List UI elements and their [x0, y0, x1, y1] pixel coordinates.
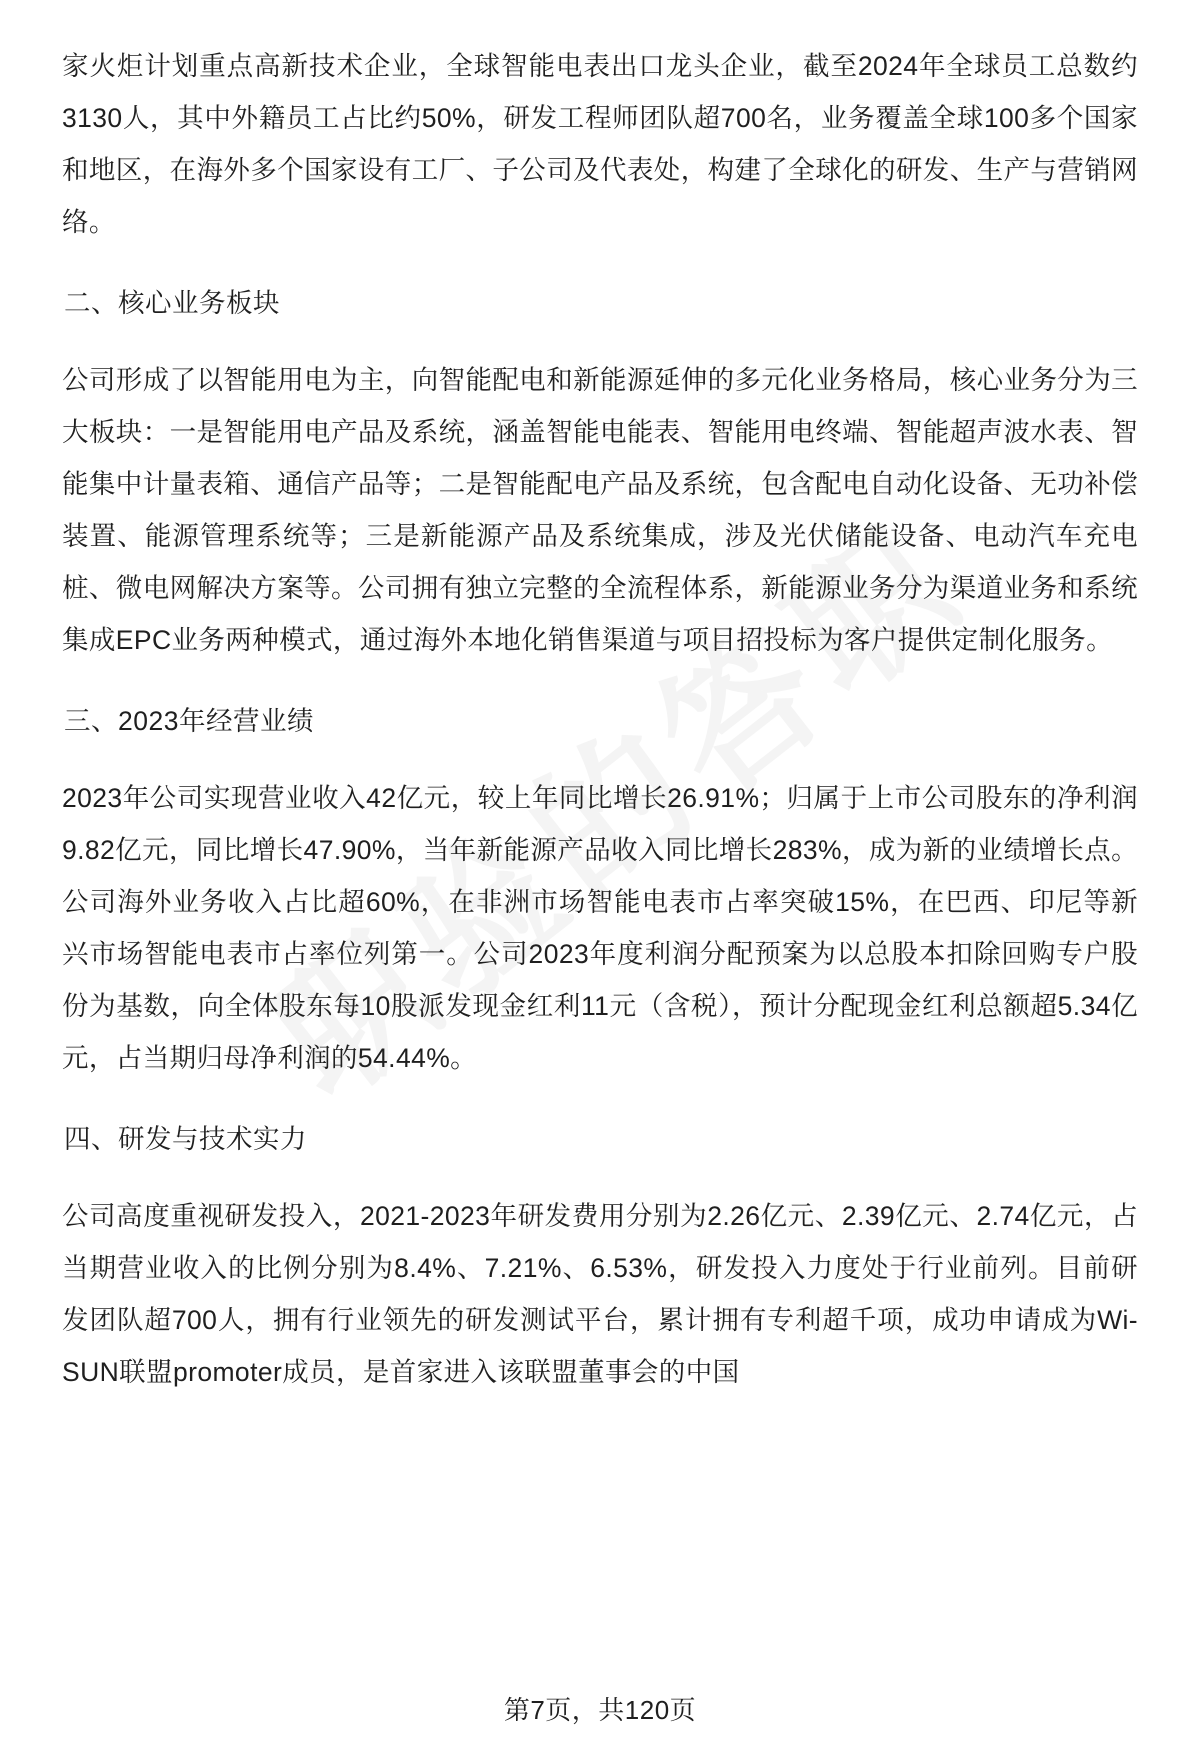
- page-footer: 第7页，共120页: [503, 1695, 697, 1725]
- paragraph-intro-continued: 家火炬计划重点高新技术企业，全球智能电表出口龙头企业，截至2024年全球员工总数约3130人，其中外籍员工占比约50%，研发工程师团队超700名，业务覆盖全球100多个国家和地区，在海外多个国家设有工厂、子公司及代表处，构建了全球化的研发、生产与营销网络。: [62, 51, 1138, 237]
- paragraph-section-two: 公司形成了以智能用电为主，向智能配电和新能源延伸的多元化业务格局，核心业务分为三大板块：一是智能用电产品及系统，涵盖智能电能表、智能用电终端、智能超声波水表、智能集中计量表箱、通信产品等；二是智能配电产品及系统，包含配电自动化设备、无功补偿装置、能源管理系统等；三是新能源产品及系统集成，涉及光伏储能设备、电动汽车充电桩、微电网解决方案等。公司拥有独立完整的全流程体系，新能源业务分为渠道业务和系统集成EPC业务两种模式，通过海外本地化销售渠道与项目招投标为客户提供定制化服务。: [62, 365, 1138, 655]
- paragraph-section-three: 2023年公司实现营业收入42亿元，较上年同比增长26.91%；归属于上市公司股东的净利润9.82亿元，同比增长47.90%，当年新能源产品收入同比增长283%，成为新的业绩增长点。公司海外业务收入占比超60%，在非洲市场智能电表市占率突破15%，在巴西、印尼等新兴市场智能电表市占率位列第一。公司2023年度利润分配预案为以总股本扣除回购专户股份为基数，向全体股东每10股派发现金红利11元（含税），预计分配现金红利总额超5.34亿元，占当期归母净利润的54.44%。: [62, 783, 1138, 1073]
- heading-section-four: 四、研发与技术实力: [64, 1124, 307, 1154]
- page-content: [62, 40, 1138, 1398]
- heading-section-three: 三、2023年经营业绩: [64, 706, 314, 736]
- heading-section-two: 二、核心业务板块: [64, 288, 280, 318]
- paragraph-section-four: 公司高度重视研发投入，2021-2023年研发费用分别为2.26亿元、2.39亿元、2.74亿元，占当期营业收入的比例分别为8.4%、7.21%、6.53%，研发投入力度处于行业前列。目前研发团队超700人，拥有行业领先的研发测试平台，累计拥有专利超千项，成功申请成为Wi-SUN联盟promoter成员，是首家进入该联盟董事会的中国: [62, 1201, 1138, 1387]
